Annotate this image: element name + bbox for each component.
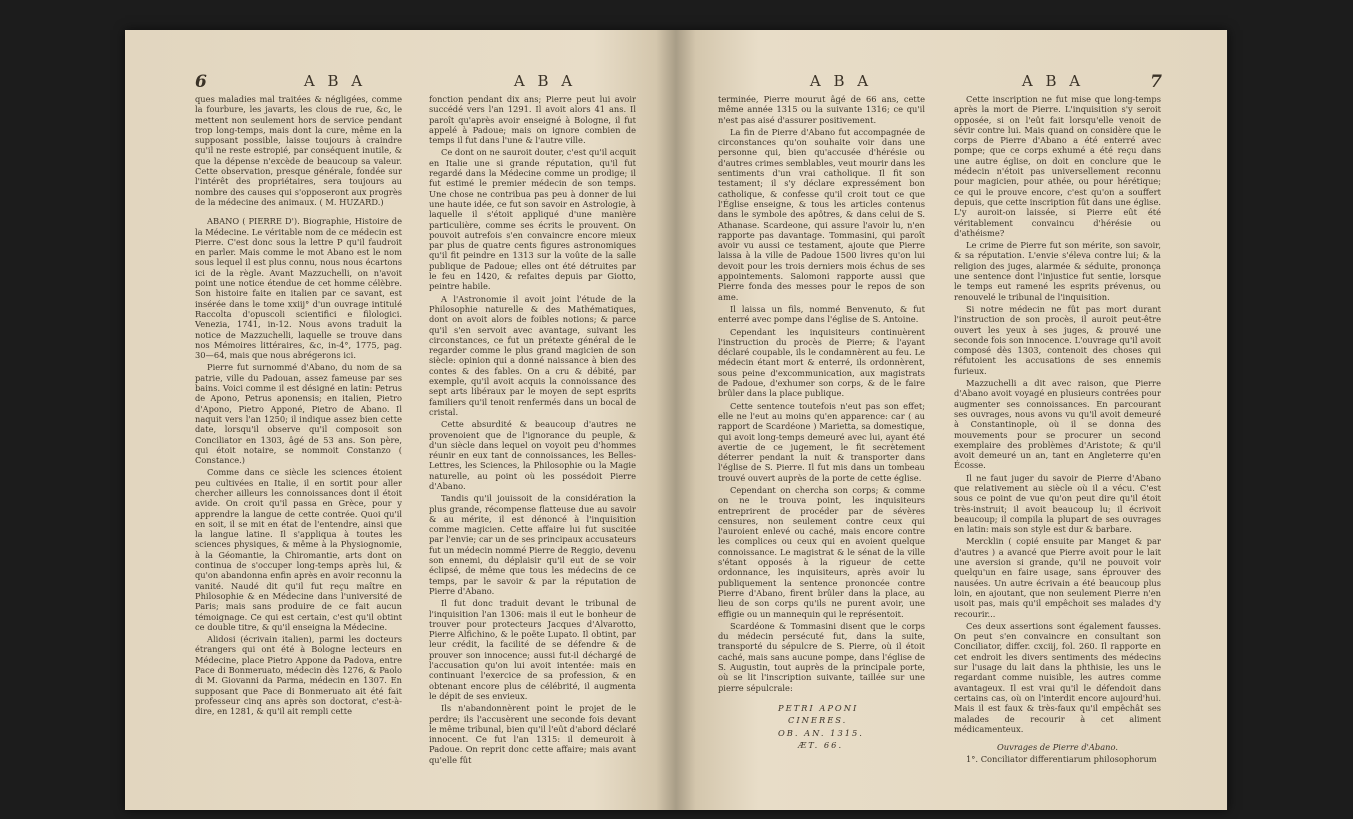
running-head: A B A (513, 72, 577, 90)
paragraph: Cette inscription ne fut mise que long-temps après la mort de Pierre. L'inquisition s'y seroit opposée, si on l'eût fait lorsqu'elle venoit de sévir contre lui. Mais quand on considère que le corps de Pierre d'Abano a été enterré avec pompe; que ce corps exhumé a été reçu dans une autre église, on doit en conclure que le médecin n'étoit pas universellement reconnu pour magicien, pour athée, ou pour hérétique; ce qui le prouve encore, c'est qu'on a souffert depuis, que cette inscription fût dans une église. L'y auroit-on laissée, si Pierre eût été véritablement convaincu d'hérésie ou d'athéisme? (954, 94, 1161, 238)
text-column (429, 94, 636, 790)
paragraph: Ce dont on ne sauroit douter, c'est qu'il acquit en Italie une si grande réputation, qu'il fut regardé dans la Médecine comme un prodige; il fut estimé le premier médecin de son temps. Une chose ne contribua pas peu à donner de lui une haute idée, ce fut son savoir en Astrologie, à laquelle il s'étoit appliqué d'une manière particulière, comme ses écrits le prouvent. On pouvoit autrefois s'en convaincre encore mieux par plus de quatre cents figures astronomiques qu'il fit peindre en 1313 sur la voûte de la salle publique de Padoue; elles ont été détruites par le feu en 1420, & refaites depuis par Giotto, peintre habile. (429, 147, 636, 292)
page-number: 6 (195, 72, 207, 92)
epitaph-line: PETRI APONI (778, 702, 859, 713)
paragraph: Il laissa un fils, nommé Benvenuto, & fut enterré avec pompe dans l'église de S. Antoine. (718, 303, 925, 325)
paragraph: Cette absurdité & beaucoup d'autres ne provenoient que de l'ignorance du peuple, & d'un siècle dans lequel on voyoit peu d'hommes réunir en eux tant de connoissances, les Belles-Lettres, les Sciences, la Philosophie ou la Magie naturelle, au point où les possédoit Pierre d'Abano. (429, 419, 636, 491)
paragraph: Mazzuchelli a dit avec raison, que Pierre d'Abano avoit voyagé en plusieurs contrées pour augmenter ses connoissances. En parcourant ses ouvrages, nous avons vu qu'il avoit demeuré à Constantinople, où il se donna des mouvements pour se procurer un second exemplaire des problèmes d'Aristote; & qu'il avoit demeuré un an, tant en Angleterre qu'en Écosse. (954, 378, 1161, 471)
epitaph-line: ÆT. 66. (798, 739, 844, 750)
right-page (676, 30, 1227, 810)
epitaph-line: OB. AN. 1315. (778, 727, 864, 738)
entry-heading-paragraph: ABANO ( PIERRE D'). Biographie, Histoire de la Médecine. Le véritable nom de ce médecin est Pierre. C'est donc sous la lettre P qu'il faudroit en parler. Mais comme le mot Abano est le nom sous lequel il est plus connu, nous nous écartons ici de la règle. Avant Mazzuchelli, on n'avoit point une notice étendue de cet homme célèbre. Son histoire faite en italien par ce savant, est insérée dans le tome xxiij° d'un ouvrage intitulé Raccolta d'opuscoli scientifici e filologici. Venezia, 1741, in-12. Nous avons traduit la notice de Mazzuchelli, laquelle se trouve dans nos Mémoires littéraires, &c, in-4°, 1775, pag. 30—64, mais que nous abrégerons ici. (195, 216, 402, 361)
paragraph: La fin de Pierre d'Abano fut accompagnée de circonstances qu'on souhaite voir dans une personne qui, bien qu'accusée d'hérésie ou d'autres crimes semblables, veut mourir dans les sentiments d'un vrai catholique. Il fit son testament; il s'y déclare expressément bon catholique, & confesse qu'il croit tout ce que l'Église enseigne, & tous les articles contenus dans le symbole des apôtres, & dans celui de S. Athanase. Scardeone, qui assure l'avoir lu, n'en rapporte pas davantage. Tommasini, qui paroît avoir vu aussi ce testament, ajoute que Pierre laissa à la ville de Padoue 1500 livres qu'on lui devoit pour les trois derniers mois échus de ses appointements. Salomoni rapporte aussi que Pierre fonda des messes pour le repos de son ame. (718, 126, 925, 302)
running-head: A B A (1021, 72, 1085, 90)
epitaph-line: CINERES. (788, 715, 848, 726)
paragraph: Mercklin ( copié ensuite par Manget & par d'autres ) a avancé que Pierre avoit pour le lait une aversion si grande, qu'il ne pouvoit voir quelqu'un en faire usage, sans éprouver des nausées. Un autre écrivain a été beaucoup plus loin, en ajoutant, que non seulement Pierre n'en usoit pas, mais qu'il empêchoit ses malades d'y recourir... (954, 536, 1161, 619)
left-page-columns (195, 94, 636, 790)
paragraph: A l'Astronomie il avoit joint l'étude de la Philosophie naturelle & des Mathématiques, dont on avoit alors de foibles notions; & parce qu'il s'en servoit avec avantage, suivant les circonstances, ce fut un prétexte général de le regarder comme le plus grand magicien de son siècle: opinion qui a donné naissance à bien des contes & des fables. On a cru & débité, par exemple, qu'il avoit acquis la connoissance des sept arts libéraux par le moyen de sept esprits familiers qu'il tenoit renfermés dans un bocal de cristal. (429, 293, 636, 417)
paragraph: Alidosi (écrivain italien), parmi les docteurs étrangers qui ont été à Bologne lecteurs en Médecine, place Pietro Appone da Padova, entre Pace di Bonmeruato, médecin dès 1276, & Paolo di M. Giovanni da Parma, médecin en 1307. En supposant que Pace di Bonmeruato ait été fait professeur cinq ans après son doctorat, c'est-à-dire, en 1281, & qu'il ait rempli cette (195, 634, 402, 717)
paragraph: Tandis qu'il jouissoit de la considération la plus grande, récompense flatteuse due au savoir & au mérite, il est dénoncé à l'inquisition comme magicien. Cette affaire lui fut suscitée par l'envie; car un de ses principaux accusateurs fut un médecin nommé Pierre de Reggio, devenu son ennemi, du déplaisir qu'il eut de se voir éclipsé, de même que tous les médecins de ce temps, par le savoir & par la réputation de Pierre d'Abano. (429, 493, 636, 596)
left-page-header (195, 72, 636, 94)
text-column (954, 94, 1161, 790)
left-page (125, 30, 676, 810)
paragraph: Cependant on chercha son corps; & comme on ne le trouva point, les inquisiteurs entreprirent de procéder par de sévères censures, non seulement contre ceux qui l'auroient enlevé ou caché, mais encore contre les complices ou ceux qui en avoient quelque connoissance. Le magistrat & le sénat de la ville s'étant opposés à la rigueur de cette ordonnance, les inquisiteurs, après avoir lu publiquement la sentence prononcée contre Pierre d'Abano, firent brûler dans la place, au lieu de son corps qu'ils ne purent avoir, une effigie ou un mannequin qui le représentoit. (718, 484, 925, 619)
paragraph: ques maladies mal traitées & négligées, comme la fourbure, les javarts, les clous de rue, &c, le mettent non seulement hors de service pendant trop long-temps, mais dont la cure, même en la supposant possible, laisse toujours à craindre qu'il ne reste estropié, par conséquent inutile, & que la dépense n'excède de beaucoup sa valeur. Cette observation, presque générale, fondée sur l'intérêt des propriétaires, sera toujours au nombre des causes qui s'opposeront aux progrès de la médecine des animaux. ( M. HUZARD.) (195, 94, 402, 207)
paragraph: Scardéone & Tommasini disent que le corps du médecin persécuté fut, dans la suite, transporté du sépulcre de S. Pierre, où il étoit caché, mais sans aucune pompe, dans l'église de S. Augustin, tout auprès de la principale porte, où se lit l'inscription suivante, taillée sur une pierre sépulcrale: (718, 620, 925, 693)
running-head: A B A (303, 72, 367, 90)
paragraph: Si notre médecin ne fût pas mort durant l'instruction de son procès, il auroit peut-être ouvert les yeux à ses juges, & prouvé une seconde fois son innocence. L'ouvrage qu'il avoit composé dès 1303, contenoit des choses qui réfutoient les accusations de ses ennemis furieux. (954, 303, 1161, 376)
paragraph: 1°. Conciliator differentiarum philosophorum (966, 754, 1157, 765)
paragraph: Ils n'abandonnèrent point le projet de le perdre; ils l'accusèrent une seconde fois devant le même tribunal, bien qu'il l'eût d'abord déclaré innocent. Ce fut l'an 1315: il demeuroit à Padoue. On reprit donc cette affaire; mais avant qu'elle fût (429, 703, 636, 765)
paragraph: Comme dans ce siècle les sciences étoient peu cultivées en Italie, il en sortit pour aller chercher ailleurs les connoissances dont il étoit avide. On croit qu'il passa en Grèce, pour y apprendre la langue de cette contrée. Quoi qu'il en soit, il se mit en état de l'entendre, ainsi que la langue latine. Il s'appliqua à toutes les sciences physiques, & même à la Physiognomie, à la Géomantie, la Chiromantie, arts dont on continua de s'occuper long-temps après lui, & qu'on abandonna enfin après en avoir reconnu la vanité. Naudé dit qu'il fut reçu maître en Philosophie & en Médecine dans l'université de Paris; mais sans produire de ce fait aucun témoignage. Ce qui est certain, c'est qu'il obtint ce double titre, & qu'il enseigna la Médecine. (195, 467, 402, 632)
paragraph: Le crime de Pierre fut son mérite, son savoir, & sa réputation. L'envie s'éleva contre lui; & la religion des juges, alarmée & séduite, prononça une sentence dont l'injustice fut sentie, lorsque le temps eut ramené les esprits prévenus, ou renouvelé le tribunal de l'inquisition. (954, 240, 1161, 302)
section-heading: Ouvrages de Pierre d'Abano. (996, 742, 1119, 753)
paragraph: Pierre fut surnommé d'Abano, du nom de sa patrie, ville du Padouan, assez fameuse par ses bains. Voici comme il est désigné en latin: Petrus de Apono, Petrus aponensis; en italien, Pietro d'Apono, Pietro Apponé, Pietro de Abano. Il naquit vers l'an 1250; il indique assez bien cette date, lorsqu'il observe qu'il composoit son Conciliator en 1303, âgé de 53 ans. Son père, qui étoit notaire, se nommoit Constanzo ( Constance.) (195, 362, 402, 466)
text-column (195, 94, 402, 790)
right-page-header (716, 72, 1162, 94)
paragraph: Il ne faut juger du savoir de Pierre d'Abano que relativement au siècle où il a vécu. C'est sous ce point de vue qu'on peut dire qu'il étoit très-instruit; il avoit beaucoup lu; il écrivoit beaucoup; il compila la plupart de ses ouvrages en latin: mais son style est dur & barbare. (954, 472, 1161, 535)
paragraph: Cependant les inquisiteurs continuèrent l'instruction du procès de Pierre; & l'ayant déclaré coupable, ils le condamnèrent au feu. Le médecin étant mort & enterré, ils ordonnèrent, sous peine d'excommunication, aux magistrats de Padoue, d'exhumer son corps, & de le faire brûler dans la place publique. (718, 326, 925, 399)
book-spread (125, 30, 1228, 810)
paragraph: Cette sentence toutefois n'eut pas son effet; elle ne l'eut au moins qu'en apparence: car ( au rapport de Scardéone ) Marietta, sa domestique, qui avoit long-temps demeuré avec lui, ayant été avertie de ce jugement, le fit secrètement déterrer pendant la nuit & transporter dans l'église de S. Pierre. Il fut mis dans un tombeau trouvé ouvert auprès de la porte de cette église. (718, 400, 925, 483)
text-column (718, 94, 925, 790)
paragraph: Il fut donc traduit devant le tribunal de l'inquisition l'an 1306: mais il eut le bonheur de trouver pour protecteurs Jacques d'Alvarotto, Pierre Alfichino, & le poëte Lupato. Il obtint, par leur crédit, la facilité de se défendre & de prouver son innocence; aussi fut-il déchargé de l'accusation qu'on lui avoit intentée: mais en continuant l'exercice de sa profession, & en obtenant encore plus de célébrité, il augmenta le dépit de ses envieux. (429, 598, 636, 701)
page-number: 7 (1150, 72, 1162, 92)
paragraph: terminée, Pierre mourut âgé de 66 ans, cette même année 1315 ou la suivante 1316; ce qu'il n'est pas aisé d'assurer positivement. (718, 94, 925, 125)
paragraph: Ces deux assertions sont également fausses. On peut s'en convaincre en consultant son Conciliator, differ. cxciij, fol. 260. Il rapporte en cet endroit les divers sentiments des médecins sur l'usage du lait dans la phthisie, les uns le regardant comme nuisible, les autres comme avantageux. Il est vrai qu'il le défendoit dans certains cas, où on l'interdit encore aujourd'hui. Mais il est faux & très-faux qu'il empêchât ses malades de recourir à cet aliment médicamenteux. (954, 620, 1161, 734)
right-page-columns (718, 94, 1161, 790)
paragraph: fonction pendant dix ans; Pierre peut lui avoir succédé vers l'an 1291. Il avoit alors 41 ans. Il paroît qu'après avoir enseigné à Bologne, il fut appelé à Padoue; mais on ignore combien de temps il fut dans l'une & l'autre ville. (429, 94, 636, 146)
running-head: A B A (809, 72, 873, 90)
